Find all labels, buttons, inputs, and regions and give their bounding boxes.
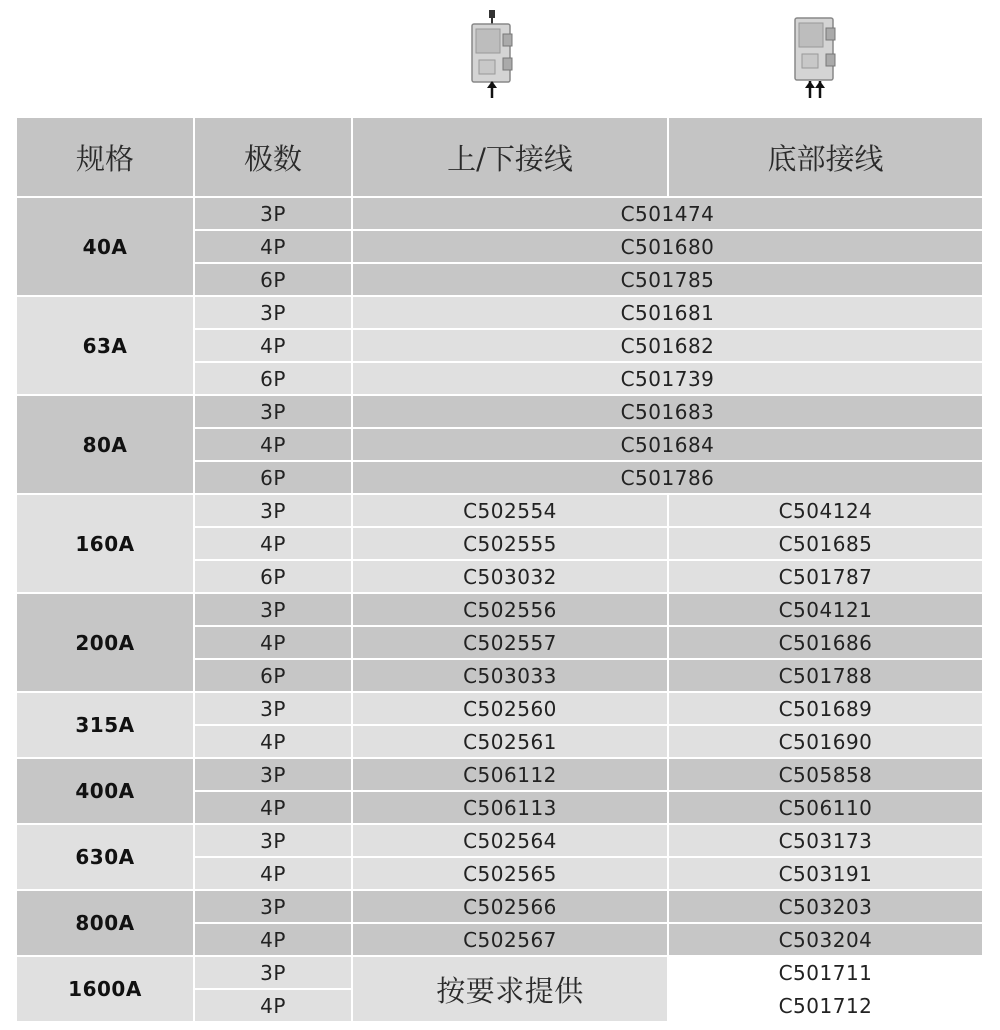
bottom-code-cell: C506110 [668,791,983,824]
header-spec: 规格 [16,117,194,197]
top-bottom-code-cell: C506113 [352,791,668,824]
top-bottom-code-cell: C502566 [352,890,668,923]
size-cell: 315A [16,692,194,758]
bottom-code-cell: C501690 [668,725,983,758]
table-row [16,758,983,791]
table-row [16,395,983,428]
code-cell: C501681 [352,296,983,329]
size-cell: 400A [16,758,194,824]
code-cell: C501680 [352,230,983,263]
poles-cell: 4P [194,989,352,1022]
poles-cell: 4P [194,626,352,659]
size-cell: 200A [16,593,194,692]
bottom-code-cell: C503203 [668,890,983,923]
bottom-code-cell: C501788 [668,659,983,692]
bottom-code-cell: C503191 [668,857,983,890]
poles-cell: 4P [194,791,352,824]
code-cell: C501683 [352,395,983,428]
poles-cell: 3P [194,824,352,857]
size-cell: 1600A [16,956,194,1022]
code-cell: C501786 [352,461,983,494]
bottom-code-cell: C505858 [668,758,983,791]
top-bottom-code-cell: C506112 [352,758,668,791]
bottom-code-cell: C501686 [668,626,983,659]
code-cell: C501682 [352,329,983,362]
top-bottom-wiring-switch-image [467,8,517,100]
table-row [16,824,983,857]
header-bottom-wiring: 底部接线 [668,117,983,197]
table-row [16,494,983,527]
poles-cell: 6P [194,560,352,593]
code-cell: C501739 [352,362,983,395]
table-row [16,692,983,725]
table-row [16,197,983,230]
bottom-code-cell: C501711 [668,956,983,989]
header-row [16,117,983,197]
poles-cell: 4P [194,923,352,956]
bottom-code-cell: C501689 [668,692,983,725]
table-row [16,956,983,989]
bottom-code-cell: C501787 [668,560,983,593]
poles-cell: 4P [194,428,352,461]
size-cell: 80A [16,395,194,494]
poles-cell: 4P [194,329,352,362]
poles-cell: 6P [194,461,352,494]
bottom-code-cell: C501712 [668,989,983,1022]
top-bottom-code-cell: C503032 [352,560,668,593]
top-bottom-code-cell: C502554 [352,494,668,527]
bottom-wiring-switch-image [790,8,840,100]
size-cell: 160A [16,494,194,593]
poles-cell: 6P [194,263,352,296]
product-code-table [15,116,984,1023]
bottom-code-cell: C503204 [668,923,983,956]
top-bottom-code-cell: C502560 [352,692,668,725]
bottom-code-cell: C501685 [668,527,983,560]
poles-cell: 3P [194,197,352,230]
top-bottom-code-cell: C502555 [352,527,668,560]
table-row [16,890,983,923]
poles-cell: 3P [194,890,352,923]
top-bottom-code-cell: C503033 [352,659,668,692]
poles-cell: 3P [194,593,352,626]
header-top-bottom-wiring: 上/下接线 [352,117,668,197]
poles-cell: 3P [194,494,352,527]
table-row [16,296,983,329]
poles-cell: 3P [194,296,352,329]
top-bottom-code-cell: C502561 [352,725,668,758]
poles-cell: 3P [194,692,352,725]
top-bottom-code-cell: C502565 [352,857,668,890]
size-cell: 40A [16,197,194,296]
poles-cell: 4P [194,725,352,758]
top-bottom-code-cell: C502567 [352,923,668,956]
code-cell: C501785 [352,263,983,296]
header-poles: 极数 [194,117,352,197]
on-request-note-cell: 按要求提供 [352,956,668,1022]
size-cell: 800A [16,890,194,956]
top-bottom-code-cell: C502557 [352,626,668,659]
bottom-code-cell: C504121 [668,593,983,626]
size-cell: 63A [16,296,194,395]
code-cell: C501474 [352,197,983,230]
poles-cell: 3P [194,956,352,989]
poles-cell: 3P [194,758,352,791]
poles-cell: 4P [194,230,352,263]
poles-cell: 3P [194,395,352,428]
poles-cell: 4P [194,527,352,560]
size-cell: 630A [16,824,194,890]
bottom-code-cell: C503173 [668,824,983,857]
bottom-code-cell: C504124 [668,494,983,527]
poles-cell: 6P [194,659,352,692]
top-bottom-code-cell: C502564 [352,824,668,857]
code-cell: C501684 [352,428,983,461]
poles-cell: 4P [194,857,352,890]
poles-cell: 6P [194,362,352,395]
table-row [16,593,983,626]
top-bottom-code-cell: C502556 [352,593,668,626]
